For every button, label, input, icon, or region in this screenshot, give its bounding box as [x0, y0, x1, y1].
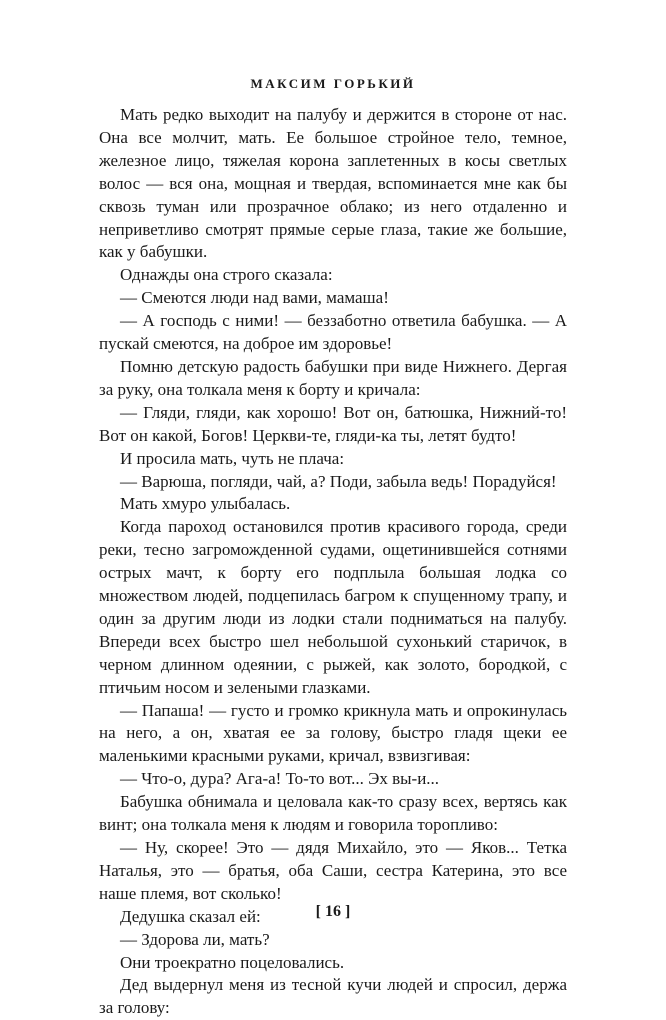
paragraph: — Смеются люди над вами, мамаша!	[120, 288, 389, 308]
paragraph: Помню детскую радость бабушки при виде Нижнего. Дергая за руку, она толкала меня к борту и кричала:	[99, 356, 567, 399]
page-number: [ 16 ]	[315, 903, 351, 920]
running-title: МАКСИМ ГОРЬКИЙ	[250, 76, 416, 91]
paragraph: Они троекратно поцеловались.	[120, 952, 345, 972]
paragraph: — Гляди, гляди, как хорошо! Вот он, батюшка, Нижний-то! Вот он какой, Богов! Церкви-те, гляди-ка ты, летят будто!	[99, 402, 567, 445]
paragraph: Мать хмуро улыбалась.	[120, 494, 291, 514]
paragraph: Бабушка обнимала и целовала как-то сразу всех, вертясь как винт; она толкала меня к людям и говорила торопливо:	[99, 792, 567, 835]
paragraph: — А господь с ними! — беззаботно ответила бабушка. — А пускай смеются, на доброе им здоровье!	[99, 311, 567, 354]
paragraph: Когда пароход остановился против красивого города, среди реки, тесно загроможденной судами, ощетинившейся сотнями острых мачт, к борту его подплыла большая лодка со множеством людей, подцепилась багром к спущенному трапу, и один за другим люди из лодки стали подниматься на палубу. Впереди всех быстро шел небольшой сухонький старичок, в черном длинном одеянии, с рыжей, как золото, бородкой, с птичьим носом и зелеными глазками.	[99, 517, 567, 697]
paragraph: Однажды она строго сказала:	[120, 265, 333, 285]
paragraph: Дед выдернул меня из тесной кучи людей и спросил, держа за голову:	[99, 975, 567, 1018]
paragraph: — Варюша, погляди, чай, а? Поди, забыла ведь! Порадуйся!	[120, 471, 557, 491]
paragraph: — Ну, скорее! Это — дядя Михайло, это — Яков... Тетка Наталья, это — братья, оба Саши, сестра Катерина, это все наше племя, вот сколько!	[99, 838, 567, 903]
paragraph: — Здорова ли, мать?	[120, 929, 270, 949]
paragraph: Дедушка сказал ей:	[120, 906, 261, 926]
paragraph: — Папаша! — густо и громко крикнула мать и опрокинулась на него, а он, хватая ее за голову, быстро гладя щеки ее маленькими красными руками, кричал, взвизгивая:	[99, 700, 567, 766]
paragraph: — Что-о, дура? Ага-а! То-то вот... Эх вы-и...	[120, 769, 440, 789]
paragraph: Мать редко выходит на палубу и держится в стороне от нас. Она все молчит, мать. Ее большое стройное тело, темное, железное лицо, тяжелая корона заплетенных в косы светлых волос — вся она, мощная и твердая, вспоминается мне как бы сквозь туман или прозрачное облако; из него отдаленно и неприветливо смотрят прямые серые глаза, такие же большие, как у бабушки.	[99, 105, 567, 262]
text-body	[99, 104, 567, 1020]
paragraph: И просила мать, чуть не плача:	[120, 448, 345, 468]
